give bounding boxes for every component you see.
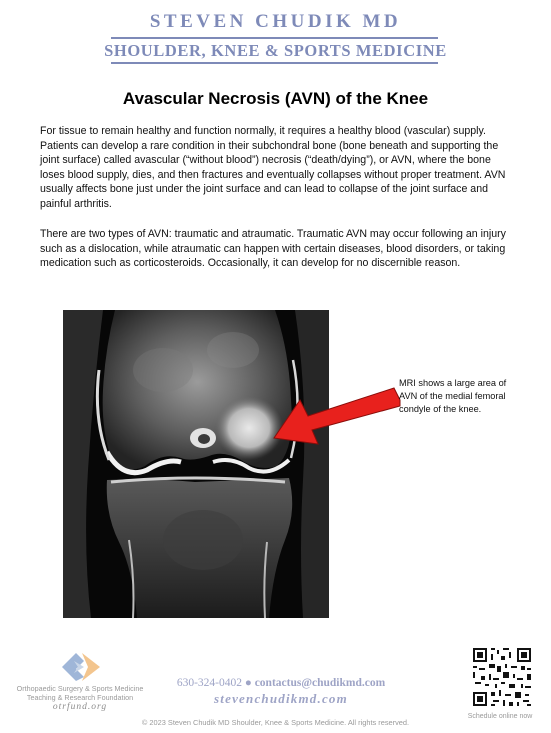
page-title: Avascular Necrosis (AVN) of the Knee	[122, 89, 429, 108]
foundation-link[interactable]: otrfund.org	[52, 702, 108, 712]
types-paragraph: There are two types of AVN: traumatic and atraumatic. Traumatic AVN may occur following an injury such as a dislocation, while atraumatic can happen with certain diseases, blood disorders, or taking medication such as corticosteroids. Occasionally, it can develop for no discernible reason.	[40, 228, 506, 269]
header-practice-name: STEVEN CHUDIK MD	[149, 11, 402, 32]
phone-number[interactable]: 630-324-0402	[176, 677, 242, 689]
figure-caption: MRI shows a large area of AVN of the medial femoral condyle of the knee.	[399, 378, 507, 415]
mri-image	[63, 310, 329, 618]
website-link[interactable]: stevenchudikmd.com	[214, 691, 348, 706]
email-link[interactable]: contactus@chudikmd.com	[254, 677, 386, 689]
foundation-name: Orthopaedic Surgery & Sports Medicine Teaching & Research Foundation	[16, 684, 144, 702]
foundation-logo-icon	[60, 651, 102, 683]
qr-code-icon[interactable]	[471, 646, 533, 708]
pointer-arrow-icon	[272, 386, 402, 448]
header-subtitle: SHOULDER, KNEE & SPORTS MEDICINE	[104, 41, 447, 60]
copyright-notice: © 2023 Steven Chudik MD Shoulder, Knee & Sports Medicine. All rights reserved.	[141, 718, 410, 727]
arrow-shape	[274, 388, 400, 444]
header-divider-bottom	[111, 62, 438, 64]
intro-paragraph: For tissue to remain healthy and function normally, it requires a healthy blood (vascular) supply. Patients can develop a rare condition in their subchondral bone (bone beneath and supporting the joint surface) called avascular (“without blood”) necrosis (“death/dying”), or AVN, where the bone loses blood supply, dies, and then fractures and eventually collapses without proper treatment. AVN usually affects bone just under the joint surface and can lead to collapse of the joint surface and painful arthritis.	[40, 125, 506, 210]
bullet-icon: ●	[244, 677, 252, 689]
header-divider-top	[111, 37, 438, 39]
qr-caption: Schedule online now	[467, 713, 533, 720]
contact-line	[176, 677, 386, 689]
